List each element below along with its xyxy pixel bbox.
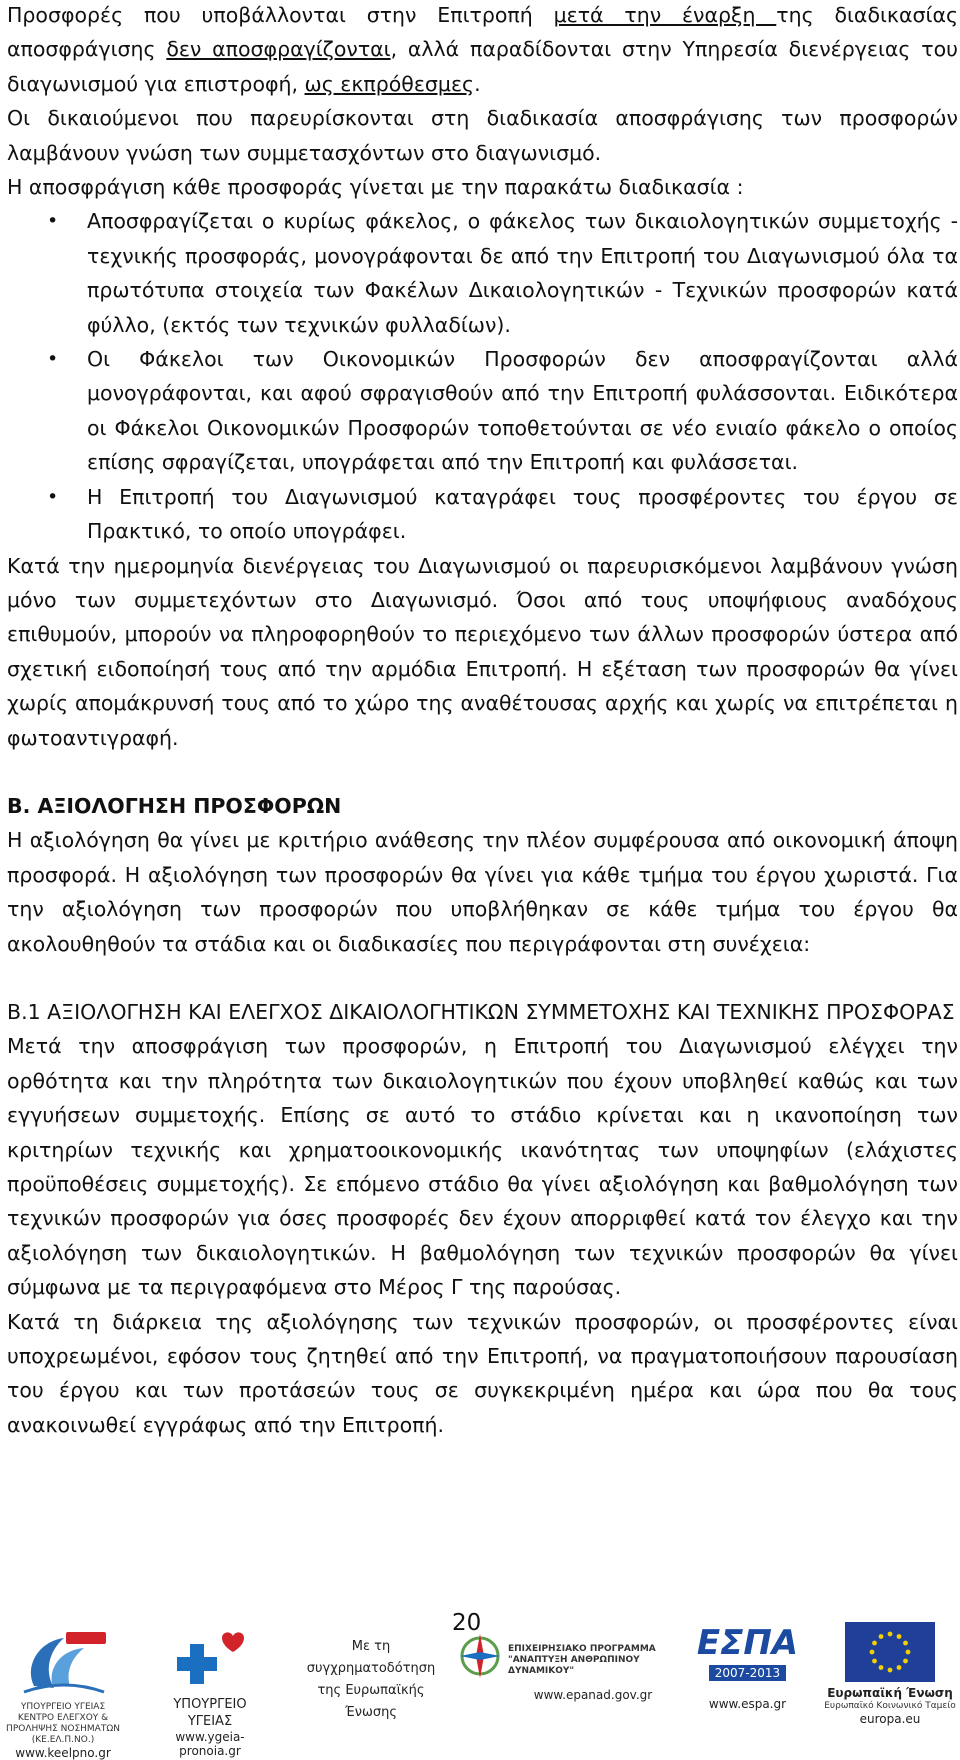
paragraph-procedure-intro: Η αποσφράγιση κάθε προσφοράς γίνεται με την παρακάτω διαδικασία : [7,175,744,200]
spacer [7,961,958,995]
ministry-url: www.ygeia-pronoia.gr [175,1730,245,1758]
eu-logo [822,1622,958,1726]
espa-logo [690,1624,805,1711]
espa-years: 2007-2013 [709,1665,786,1681]
paragraph-competition-date: Κατά την ημερομηνία διενέργειας του Διαγωνισμού οι παρευρισκόμενοι λαμβάνουν γνώση μόνο των συμμετεχόντων στο Διαγωνισμό. Όσοι από τους υποψήφιους αναδόχους επιθυμούν, μπορούν να πληροφορηθούν το περιεχόμενο των άλλων προσφορών ύστερα από σχετική ειδοποίησή τους από την αρμόδια Επιτροπή. Η εξέταση των προσφορών θα γίνει χωρίς απομάκρυνσή τους από το χώρο της αναθέτουσας αρχής και χωρίς να επιτρέπεται η φωτοαντιγραφή. [7,553,958,750]
eu-name: Ευρωπαϊκή Ένωση [827,1686,953,1700]
text-run: , αλλά παραδίδονται στην Υπηρεσία διενέργειας του διαγωνισμού για επιστροφή, [7,37,958,96]
paragraph-attendees: Οι δικαιούμενοι που παρευρίσκονται στη διαδικασία αποσφράγισης των προσφορών λαμβάνουν γνώση των συμμετασχόντων στο διαγωνισμό. [7,106,958,165]
health-cross-icon [150,1626,270,1692]
eu-url: europa.eu [859,1712,921,1726]
espa-wordmark: ΕΣΠΑ [696,1623,799,1663]
underlined-text: ως εκπρόθεσμες [304,71,475,96]
keelpno-caption: ΥΠΟΥΡΓΕΙΟ ΥΓΕΙΑΣ ΚΕΝΤΡΟ ΕΛΕΓΧΟΥ & ΠΡΟΛΗΨΗΣ ΝΟΣΗΜΑΤΩΝ (ΚΕ.ΕΛ.Π.ΝΟ.) [6,1702,120,1745]
eu-fund: Ευρωπαϊκό Κοινωνικό Ταμείο [824,1701,956,1711]
keelpno-emblem-icon [4,1626,122,1698]
text-run: της διαδικασίας αποσφράγισης [7,3,958,62]
heading-evaluation-b1: Β.1 ΑΞΙΟΛΟΓΗΣΗ ΚΑΙ ΕΛΕΓΧΟΣ ΔΙΚΑΙΟΛΟΓΗΤΙΚΩΝ ΣΥΜΜΕΤΟΧΗΣ ΚΑΙ ΤΕΧΝΙΚΗΣ ΠΡΟΣΦΟΡΑΣ [7,999,955,1024]
page-number: 20 [452,1610,482,1636]
underlined-text: μετά την έναρξη [553,3,777,27]
paragraph-late-offers [7,0,958,101]
cofinance-label [296,1636,446,1724]
ministry-name: ΥΠΟΥΡΓΕΙΟ ΥΓΕΙΑΣ [173,1697,247,1729]
programme-logo [458,1626,678,1702]
programme-url: www.epanad.gov.gr [533,1688,653,1702]
cofinance-text: Με τη συγχρηματοδότηση της Ευρωπαϊκής Ένωσης [306,1639,436,1720]
paragraph-presentation: Κατά τη διάρκεια της αξιολόγησης των τεχνικών προσφορών, οι προσφέροντες είναι υποχρεωμένοι, εφόσον τους ζητηθεί από την Επιτροπή, να πραγματοποιήσουν παρουσίαση του έργου και των προτάσεών τους σε συγκεκριμένη ημέρα και ώρα που θα τους ανακοινωθεί εγγράφως από την Επιτροπή. [7,1309,958,1437]
spacer [7,755,958,789]
text-run: . [474,71,481,96]
paragraph-opening-check: Μετά την αποσφράγιση των προσφορών, η Επιτροπή του Διαγωνισμού ελέγχει την ορθότητα και την πληρότητα των δικαιολογητικών που έχουν υποβληθεί καθώς και των εγγυήσεων συμμετοχής. Επίσης σε αυτό το στάδιο κρίνεται και η ικανοποίηση των κριτηρίων τεχνικής και χρηματοοικονομικής ικανότητας των υποψηφίων (ελάχιστες προϋποθέσεις συμμετοχής). Σε επόμενο στάδιο θα γίνει αξιολόγηση και βαθμολόγηση των τεχνικών προσφορών για όσες προσφορές δεν έχουν απορριφθεί κατά τον έλεγχο και την αξιολόγηση των δικαιολογητικών. Η βαθμολόγηση των τεχνικών προσφορών θα γίνει σύμφωνα με τα περιγραφόμενα στο Μέρος Γ της παρούσας. [7,1034,958,1300]
keelpno-url: www.keelpno.gr [15,1746,111,1760]
bullet-item: • Οι Φάκελοι των Οικονομικών Προσφορών δεν αποσφραγίζονται αλλά μονογράφονται, και αφού σφραγισθούν από την Επιτροπή φυλάσσονται. Ειδικότερα οι Φάκελοι Οικονομικών Προσφορών τοποθετούνται σε νέο ενιαίο φάκελο ο οποίος επίσης σφραγίζεται, υπογράφεται από την Επιτροπή και φυλάσσεται. [7,342,958,480]
espa-url: www.espa.gr [708,1697,787,1711]
keelpno-logo [4,1626,122,1760]
programme-name: ΕΠΙΧΕΙΡΗΣΙΑΚΟ ΠΡΟΓΡΑΜΜΑ "ΑΝΑΠΤΥΞΗ ΑΝΘΡΩΠΙΝΟΥ ΔΥΝΑΜΙΚΟΥ" [508,1644,656,1676]
eu-flag-icon [845,1622,935,1682]
bullet-item: • Η Επιτροπή του Διαγωνισμού καταγράφει τους προσφέροντες του έργου σε Πρακτικό, το οποίο υπογράφει. [7,480,958,549]
footer-logos [0,1620,960,1760]
text-run: Προσφορές που υποβάλλονται στην Επιτροπή [7,3,554,27]
procedure-bullet-list [7,204,958,548]
bullet-item: • Αποσφραγίζεται ο κυρίως φάκελος, ο φάκελος των δικαιολογητικών συμμετοχής - τεχνικής προσφοράς, μονογράφονται δε από την Επιτροπή του Διαγωνισμού όλα τα πρωτότυπα στοιχεία των Φακέλων Δικαιολογητικών - Τεχνικών προσφορών κατά φύλλο, (εκτός των τεχνικών φυλλαδίων). [7,204,958,342]
underlined-text: δεν αποσφραγίζονται [166,37,391,62]
heading-evaluation: Β. ΑΞΙΟΛΟΓΗΣΗ ΠΡΟΣΦΟΡΩΝ [7,793,342,818]
paragraph-evaluation-criteria: Η αξιολόγηση θα γίνει με κριτήριο ανάθεσης την πλέον συμφέρουσα από οικονομική άποψη προσφορά. Η αξιολόγηση των προσφορών θα γίνει για κάθε τμήμα του έργου χωριστά. Για την αξιολόγηση των προσφορών που υποβλήθηκαν σε κάθε τμήμα του έργου θα ακολουθηθούν τα στάδια και οι διαδικασίες που περιγράφονται στη συνέχεια: [7,828,958,956]
ministry-health-logo [150,1626,270,1758]
page-body [7,0,958,1442]
